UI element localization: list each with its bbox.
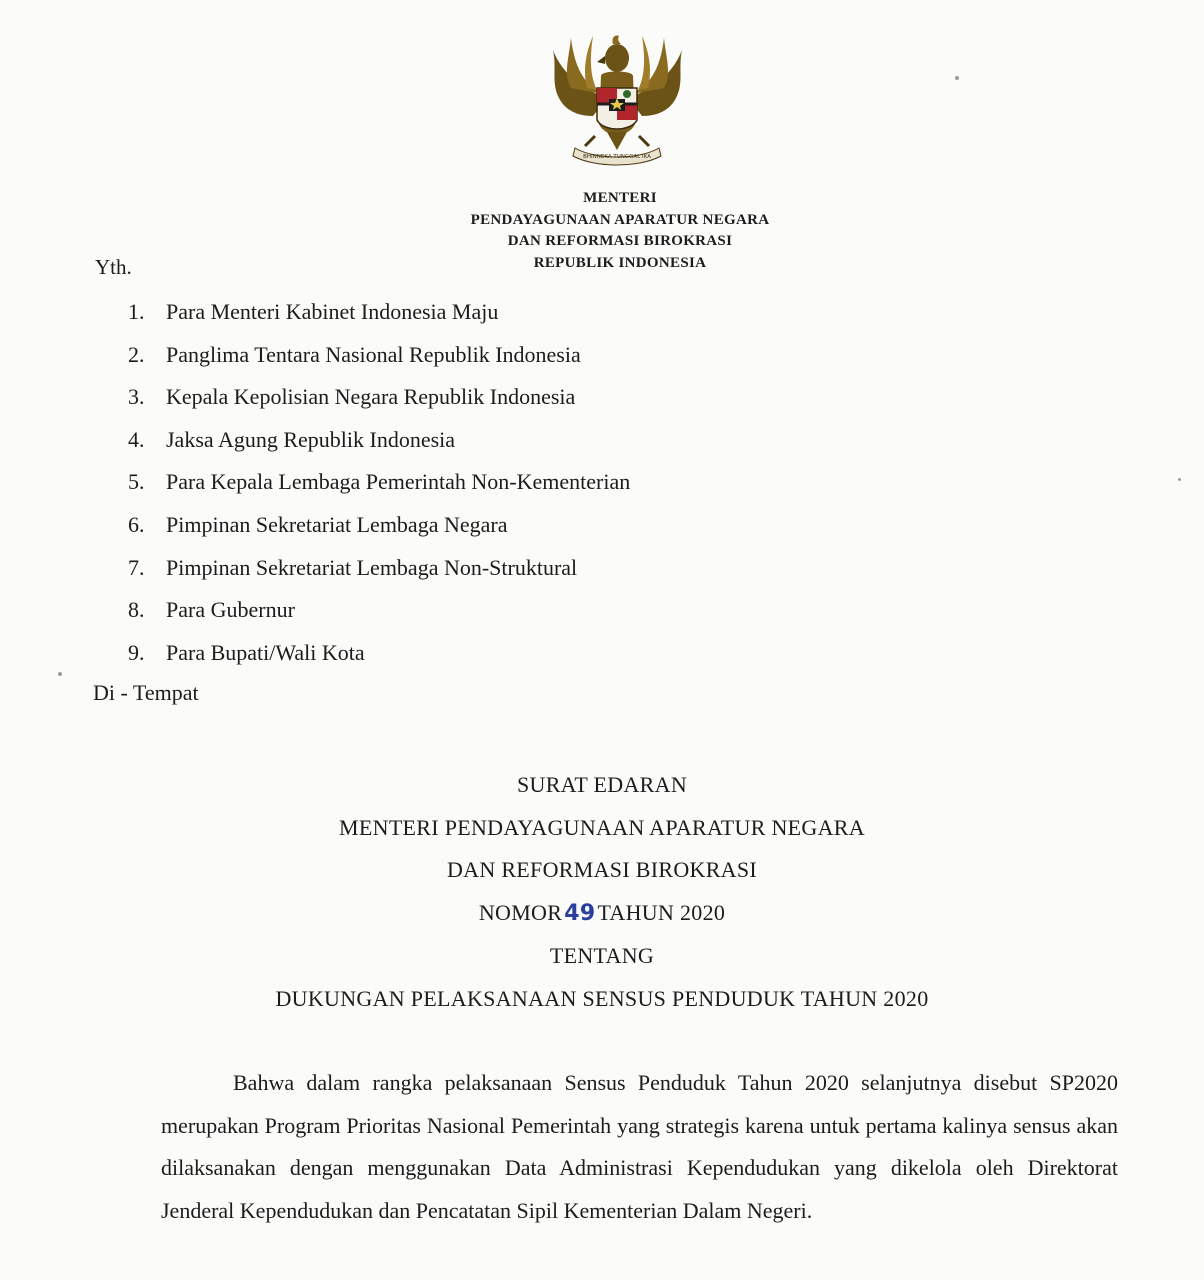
recipient-number: 2. [128, 341, 145, 367]
title-line-3: DAN REFORMASI BIROKRASI [446, 857, 758, 882]
location-line: Di - Tempat [93, 680, 199, 705]
recipient-text: Para Bupati/Wali Kota [166, 639, 365, 665]
recipient-number: 5. [128, 469, 145, 495]
recipient-number: 7. [128, 554, 145, 580]
recipient-text: Panglima Tentara Nasional Republik Indonesia [166, 341, 581, 367]
number-suffix: TAHUN 2020 [597, 899, 726, 925]
recipient-item [128, 424, 630, 467]
recipient-list [128, 296, 630, 679]
salutation: Yth. [95, 255, 132, 279]
recipient-item [128, 296, 630, 339]
body-text [161, 1062, 1118, 1232]
title-line-1: SURAT EDARAN [516, 772, 688, 797]
number-prefix: NOMOR [478, 899, 563, 925]
letterhead-line-3: DAN REFORMASI BIROKRASI [507, 233, 733, 249]
recipient-item [128, 552, 630, 595]
letterhead-line-4: REPUBLIK INDONESIA [533, 254, 707, 271]
recipient-item [128, 509, 630, 552]
recipient-text: Kepala Kepolisian Negara Republik Indonesia [166, 384, 576, 410]
recipient-text: Pimpinan Sekretariat Lembaga Negara [166, 511, 508, 537]
recipient-text: Jaksa Agung Republik Indonesia [166, 426, 456, 452]
title-line-2: MENTERI PENDAYAGUNAAN APARATUR NEGARA [339, 814, 865, 840]
recipient-number: 4. [128, 426, 145, 452]
recipient-item [128, 466, 630, 509]
body-paragraph: Bahwa dalam rangka pelaksanaan Sensus Penduduk Tahun 2020 selanjutnya disebut SP2020 merupakan Program Prioritas Nasional Pemerintah yang strategis karena untuk pertama kalinya sensus akan dilaksanakan dengan menggunakan Data Administrasi Kependudukan yang dikelola oleh Direktorat Jenderal Kependudukan dan Pencatatan Sipil Kementerian Dalam Negeri. [161, 1070, 1118, 1223]
letterhead [440, 188, 800, 274]
title-number-line [0, 892, 1204, 936]
recipient-number: 6. [128, 511, 145, 537]
recipient-item [128, 594, 630, 637]
letterhead-line-2: PENDAYAGUNAAN APARATUR NEGARA [470, 211, 770, 228]
recipient-number: 3. [128, 384, 145, 410]
document-title [0, 764, 1204, 1020]
letterhead-line-1: MENTERI [583, 190, 657, 206]
title-line-6: DUKUNGAN PELAKSANAAN SENSUS PENDUDUK TAHUN 2020 [275, 985, 929, 1011]
recipient-text: Pimpinan Sekretariat Lembaga Non-Struktural [166, 554, 578, 580]
recipient-item [128, 381, 630, 424]
recipient-text: Para Kepala Lembaga Pemerintah Non-Kementerian [166, 469, 631, 495]
garuda-emblem-icon [545, 28, 690, 168]
recipient-text: Para Gubernur [166, 597, 295, 623]
emblem-motto: BHINNEKA TUNGGAL IKA [583, 154, 651, 160]
recipient-number: 8. [128, 597, 145, 623]
title-line-5: TENTANG [549, 943, 655, 968]
recipient-number: 9. [128, 639, 145, 665]
recipient-number: 1. [128, 299, 145, 324]
handwritten-number: 49 [564, 900, 596, 926]
recipient-item [128, 339, 630, 382]
scan-speck [58, 672, 62, 676]
recipient-item [128, 637, 630, 680]
scan-speck [1178, 478, 1181, 481]
recipient-text: Para Menteri Kabinet Indonesia Maju [166, 299, 499, 324]
scan-speck [955, 76, 959, 80]
